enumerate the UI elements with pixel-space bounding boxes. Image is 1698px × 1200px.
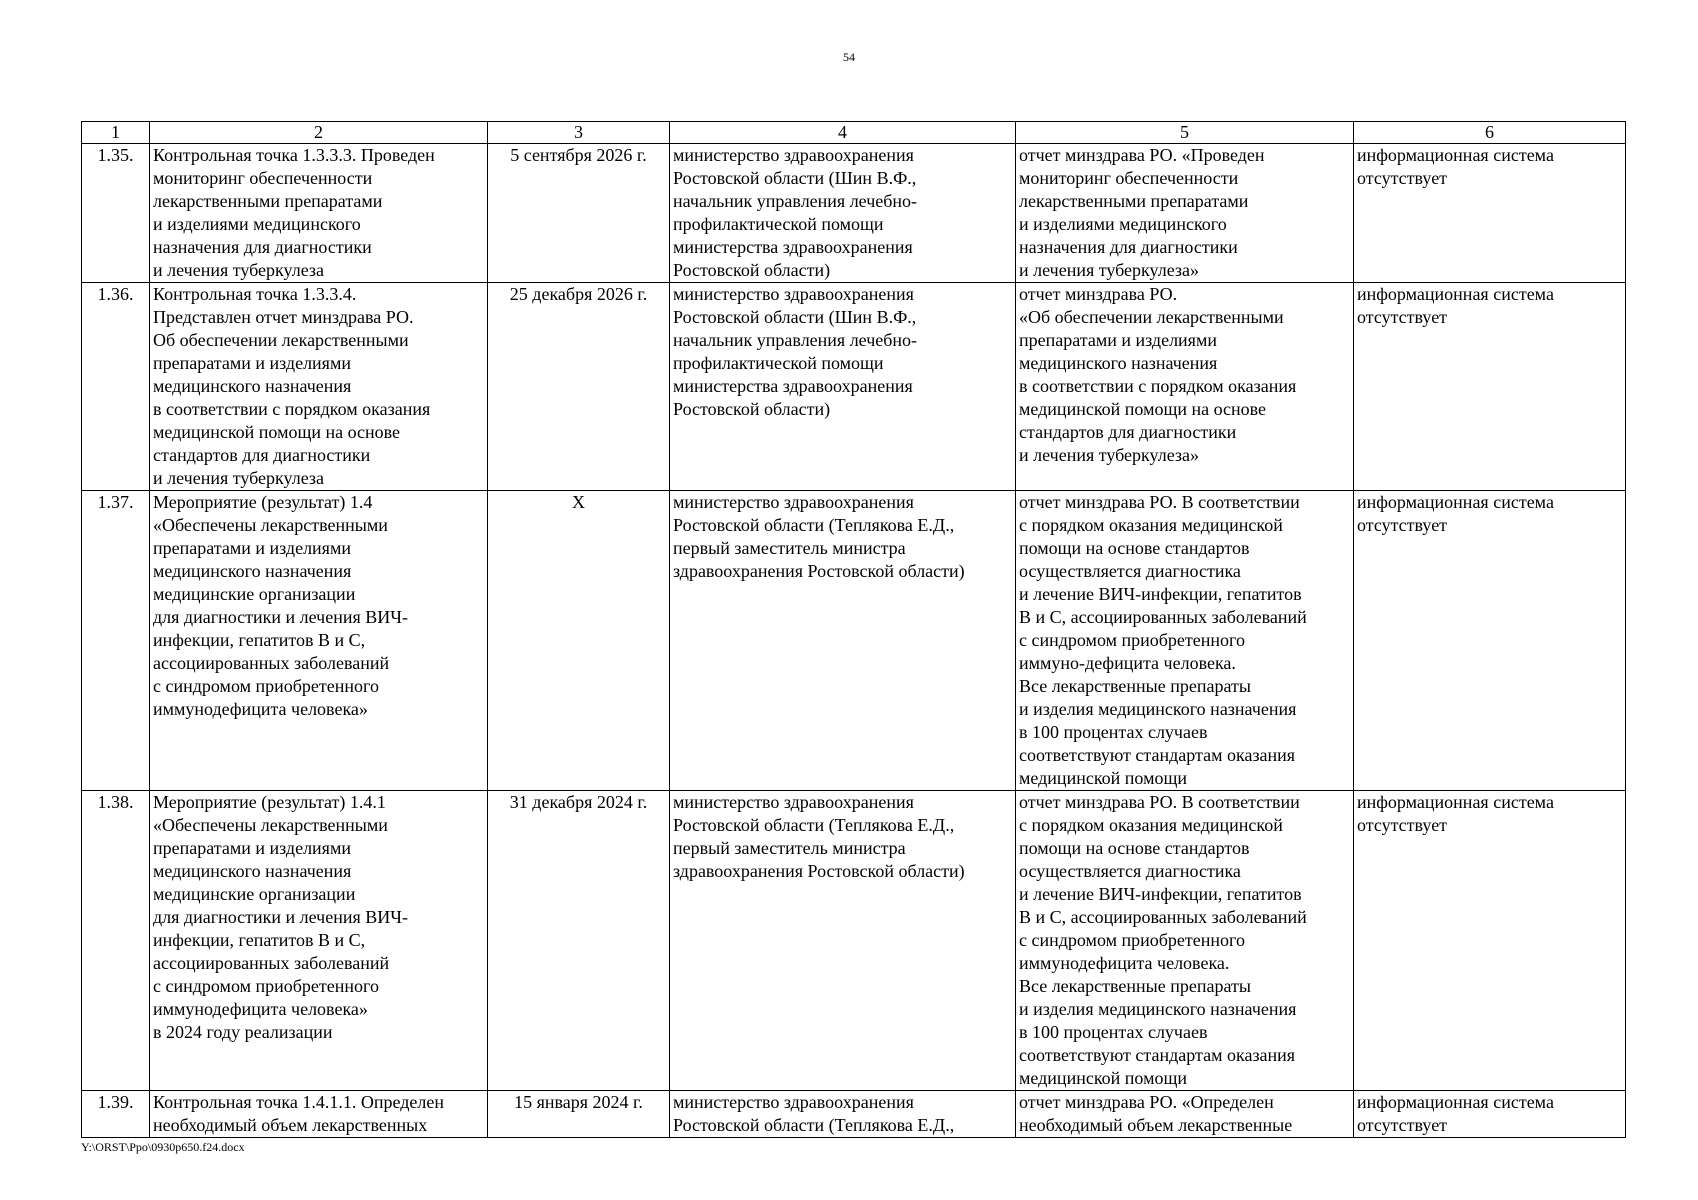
table-row bbox=[82, 144, 1626, 283]
file-path-footer: Y:\ORST\Ppo\0930p650.f24.docx bbox=[81, 1140, 245, 1154]
information-system: информационная система отсутствует bbox=[1354, 791, 1626, 1091]
page-number: 54 bbox=[843, 50, 855, 64]
deadline-date: 31 декабря 2024 г. bbox=[488, 791, 670, 1091]
event-name: Контрольная точка 1.3.3.3. Проведен мониторинг обеспеченности лекарственными препаратами и изделиями медицинского назначения для диагностики и лечения туберкулеза bbox=[150, 144, 488, 283]
responsible-party: министерство здравоохранения Ростовской области (Теплякова Е.Д., первый заместитель министра здравоохранения Ростовской области) bbox=[670, 791, 1016, 1091]
responsible-party: министерство здравоохранения Ростовской области (Шин В.Ф., начальник управления лечебно- профилактической помощи министерства здравоохранения Ростовской области) bbox=[670, 283, 1016, 491]
row-number: 1.36. bbox=[82, 283, 150, 491]
plan-table bbox=[81, 121, 1626, 1138]
responsible-party: министерство здравоохранения Ростовской области (Теплякова Е.Д., bbox=[670, 1091, 1016, 1138]
column-header-2: 2 bbox=[150, 122, 488, 144]
event-name: Контрольная точка 1.4.1.1. Определен необходимый объем лекарственных bbox=[150, 1091, 488, 1138]
row-number: 1.38. bbox=[82, 791, 150, 1091]
confirming-document: отчет минздрава РО. В соответствии с порядком оказания медицинской помощи на основе стандартов осуществляется диагностика и лечение ВИЧ-инфекции, гепатитов В и С, ассоциированных заболеваний с синдромом приобретенного иммуно-дефицита человека. Все лекарственные препараты и изделия медицинского назначения в 100 процентах случаев соответствуют стандартам оказания медицинской помощи bbox=[1016, 491, 1354, 791]
column-header-6: 6 bbox=[1354, 122, 1626, 144]
information-system: информационная система отсутствует bbox=[1354, 491, 1626, 791]
event-name: Мероприятие (результат) 1.4 «Обеспечены лекарственными препаратами и изделиями медицинского назначения медицинские организации для диагностики и лечения ВИЧ- инфекции, гепатитов В и С, ассоциированных заболеваний с синдромом приобретенного иммунодефицита человека» bbox=[150, 491, 488, 791]
row-number: 1.39. bbox=[82, 1091, 150, 1138]
deadline-date: 25 декабря 2026 г. bbox=[488, 283, 670, 491]
table-row bbox=[82, 491, 1626, 791]
column-header-5: 5 bbox=[1016, 122, 1354, 144]
table-row bbox=[82, 791, 1626, 1091]
information-system: информационная система отсутствует bbox=[1354, 1091, 1626, 1138]
row-number: 1.35. bbox=[82, 144, 150, 283]
deadline-date: 5 сентября 2026 г. bbox=[488, 144, 670, 283]
event-name: Мероприятие (результат) 1.4.1 «Обеспечены лекарственными препаратами и изделиями медицинского назначения медицинские организации для диагностики и лечения ВИЧ- инфекции, гепатитов В и С, ассоциированных заболеваний с синдромом приобретенного иммунодефицита человека» в 2024 году реализации bbox=[150, 791, 488, 1091]
confirming-document: отчет минздрава РО. «Определен необходимый объем лекарственные bbox=[1016, 1091, 1354, 1138]
column-header-4: 4 bbox=[670, 122, 1016, 144]
table-header-row bbox=[82, 122, 1626, 144]
confirming-document: отчет минздрава РО. «Проведен мониторинг обеспеченности лекарственными препаратами и изделиями медицинского назначения для диагностики и лечения туберкулеза» bbox=[1016, 144, 1354, 283]
deadline-date: Х bbox=[488, 491, 670, 791]
column-header-1: 1 bbox=[82, 122, 150, 144]
row-number: 1.37. bbox=[82, 491, 150, 791]
event-name: Контрольная точка 1.3.3.4. Представлен отчет минздрава РО. Об обеспечении лекарственными препаратами и изделиями медицинского назначения в соответствии с порядком оказания медицинской помощи на основе стандартов для диагностики и лечения туберкулеза bbox=[150, 283, 488, 491]
deadline-date: 15 января 2024 г. bbox=[488, 1091, 670, 1138]
table-row bbox=[82, 283, 1626, 491]
confirming-document: отчет минздрава РО. В соответствии с порядком оказания медицинской помощи на основе стандартов осуществляется диагностика и лечение ВИЧ-инфекции, гепатитов В и С, ассоциированных заболеваний с синдромом приобретенного иммунодефицита человека. Все лекарственные препараты и изделия медицинского назначения в 100 процентах случаев соответствуют стандартам оказания медицинской помощи bbox=[1016, 791, 1354, 1091]
information-system: информационная система отсутствует bbox=[1354, 283, 1626, 491]
column-header-3: 3 bbox=[488, 122, 670, 144]
responsible-party: министерство здравоохранения Ростовской области (Теплякова Е.Д., первый заместитель министра здравоохранения Ростовской области) bbox=[670, 491, 1016, 791]
information-system: информационная система отсутствует bbox=[1354, 144, 1626, 283]
confirming-document: отчет минздрава РО. «Об обеспечении лекарственными препаратами и изделиями медицинского назначения в соответствии с порядком оказания медицинской помощи на основе стандартов для диагностики и лечения туберкулеза» bbox=[1016, 283, 1354, 491]
responsible-party: министерство здравоохранения Ростовской области (Шин В.Ф., начальник управления лечебно- профилактической помощи министерства здравоохранения Ростовской области) bbox=[670, 144, 1016, 283]
table-row bbox=[82, 1091, 1626, 1138]
